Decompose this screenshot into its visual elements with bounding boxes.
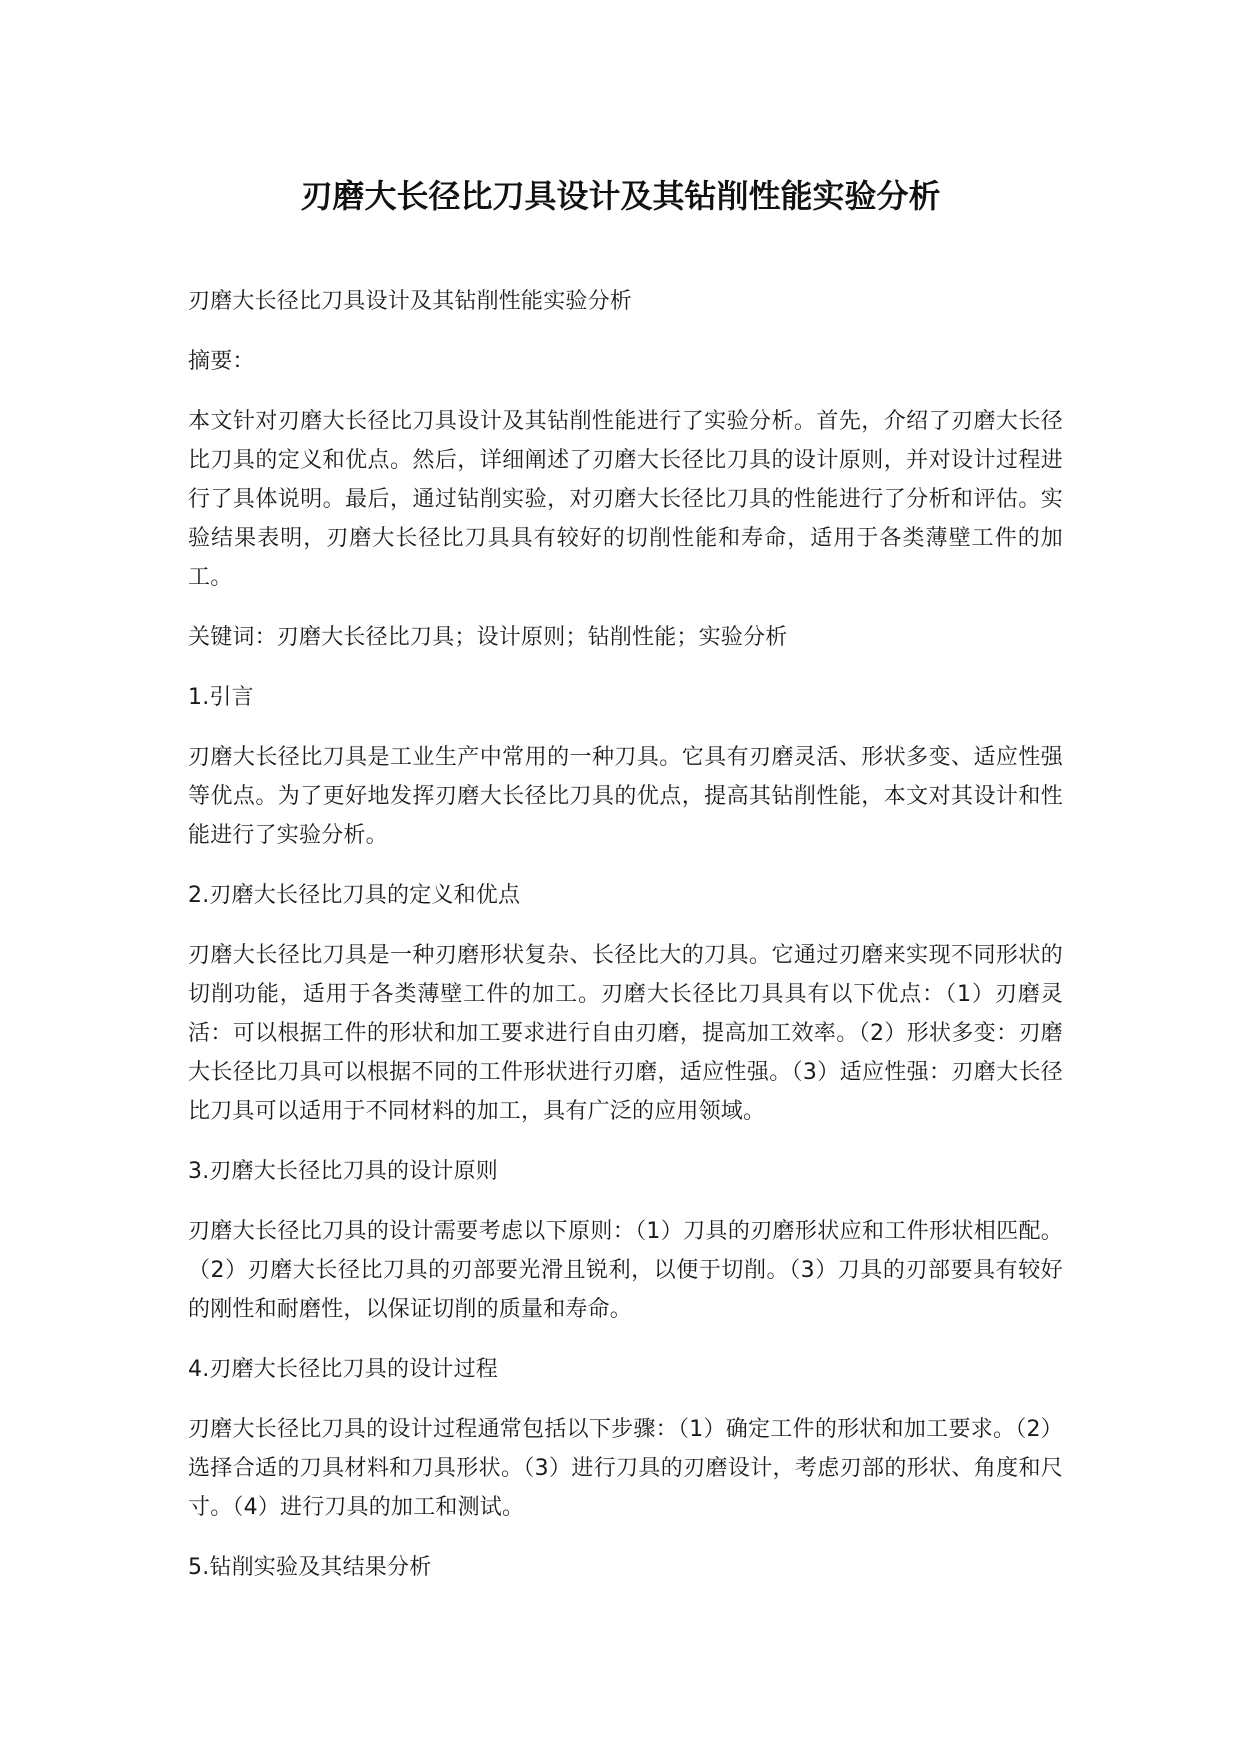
section-heading-drilling-experiment: 5.钻削实验及其结果分析 xyxy=(188,1555,432,1580)
document-title: 刃磨大长径比刀具设计及其钻削性能实验分析 xyxy=(300,177,941,215)
abstract-paragraph: 本文针对刃磨大长径比刀具设计及其钻削性能进行了实验分析。首先，介绍了刃磨大长径比刀具的定义和优点。然后，详细阐述了刃磨大长径比刀具的设计原则，并对设计过程进行了具体说明。最后，通过钻削实验，对刃磨大长径比刀具的性能进行了分析和评估。实验结果表明，刃磨大长径比刀具具有较好的切削性能和寿命，适用于各类薄壁工件的加工。 xyxy=(188,409,1063,590)
section-heading-introduction: 1.引言 xyxy=(188,685,254,710)
section-heading-definition: 2.刃磨大长径比刀具的定义和优点 xyxy=(188,883,521,908)
section-paragraph-design-process: 刃磨大长径比刀具的设计过程通常包括以下步骤：（1）确定工件的形状和加工要求。（2）选择合适的刀具材料和刀具形状。（3）进行刀具的刃磨设计，考虑刃部的形状、角度和尺寸。（4）进行刀具的加工和测试。 xyxy=(188,1417,1063,1520)
section-paragraph-introduction: 刃磨大长径比刀具是工业生产中常用的一种刀具。它具有刃磨灵活、形状多变、适应性强等优点。为了更好地发挥刃磨大长径比刀具的优点，提高其钻削性能，本文对其设计和性能进行了实验分析。 xyxy=(188,745,1063,848)
section-heading-design-principles: 3.刃磨大长径比刀具的设计原则 xyxy=(188,1159,498,1184)
abstract-label: 摘要： xyxy=(188,349,255,374)
document-subtitle: 刃磨大长径比刀具设计及其钻削性能实验分析 xyxy=(188,289,633,314)
keywords-line: 关键词：刃磨大长径比刀具；设计原则；钻削性能；实验分析 xyxy=(188,625,788,650)
section-heading-design-process: 4.刃磨大长径比刀具的设计过程 xyxy=(188,1357,498,1382)
section-paragraph-definition: 刃磨大长径比刀具是一种刃磨形状复杂、长径比大的刀具。它通过刃磨来实现不同形状的切削功能，适用于各类薄壁工件的加工。刃磨大长径比刀具具有以下优点：（1）刃磨灵活：可以根据工件的形状和加工要求进行自由刃磨，提高加工效率。（2）形状多变：刃磨大长径比刀具可以根据不同的工件形状进行刃磨，适应性强。（3）适应性强：刃磨大长径比刀具可以适用于不同材料的加工，具有广泛的应用领域。 xyxy=(188,943,1063,1124)
document-body xyxy=(188,282,1063,1608)
section-paragraph-design-principles: 刃磨大长径比刀具的设计需要考虑以下原则：（1）刀具的刃磨形状应和工件形状相匹配。（2）刃磨大长径比刀具的刃部要光滑且锐利，以便于切削。（3）刀具的刃部要具有较好的刚性和耐磨性，以保证切削的质量和寿命。 xyxy=(188,1219,1063,1322)
